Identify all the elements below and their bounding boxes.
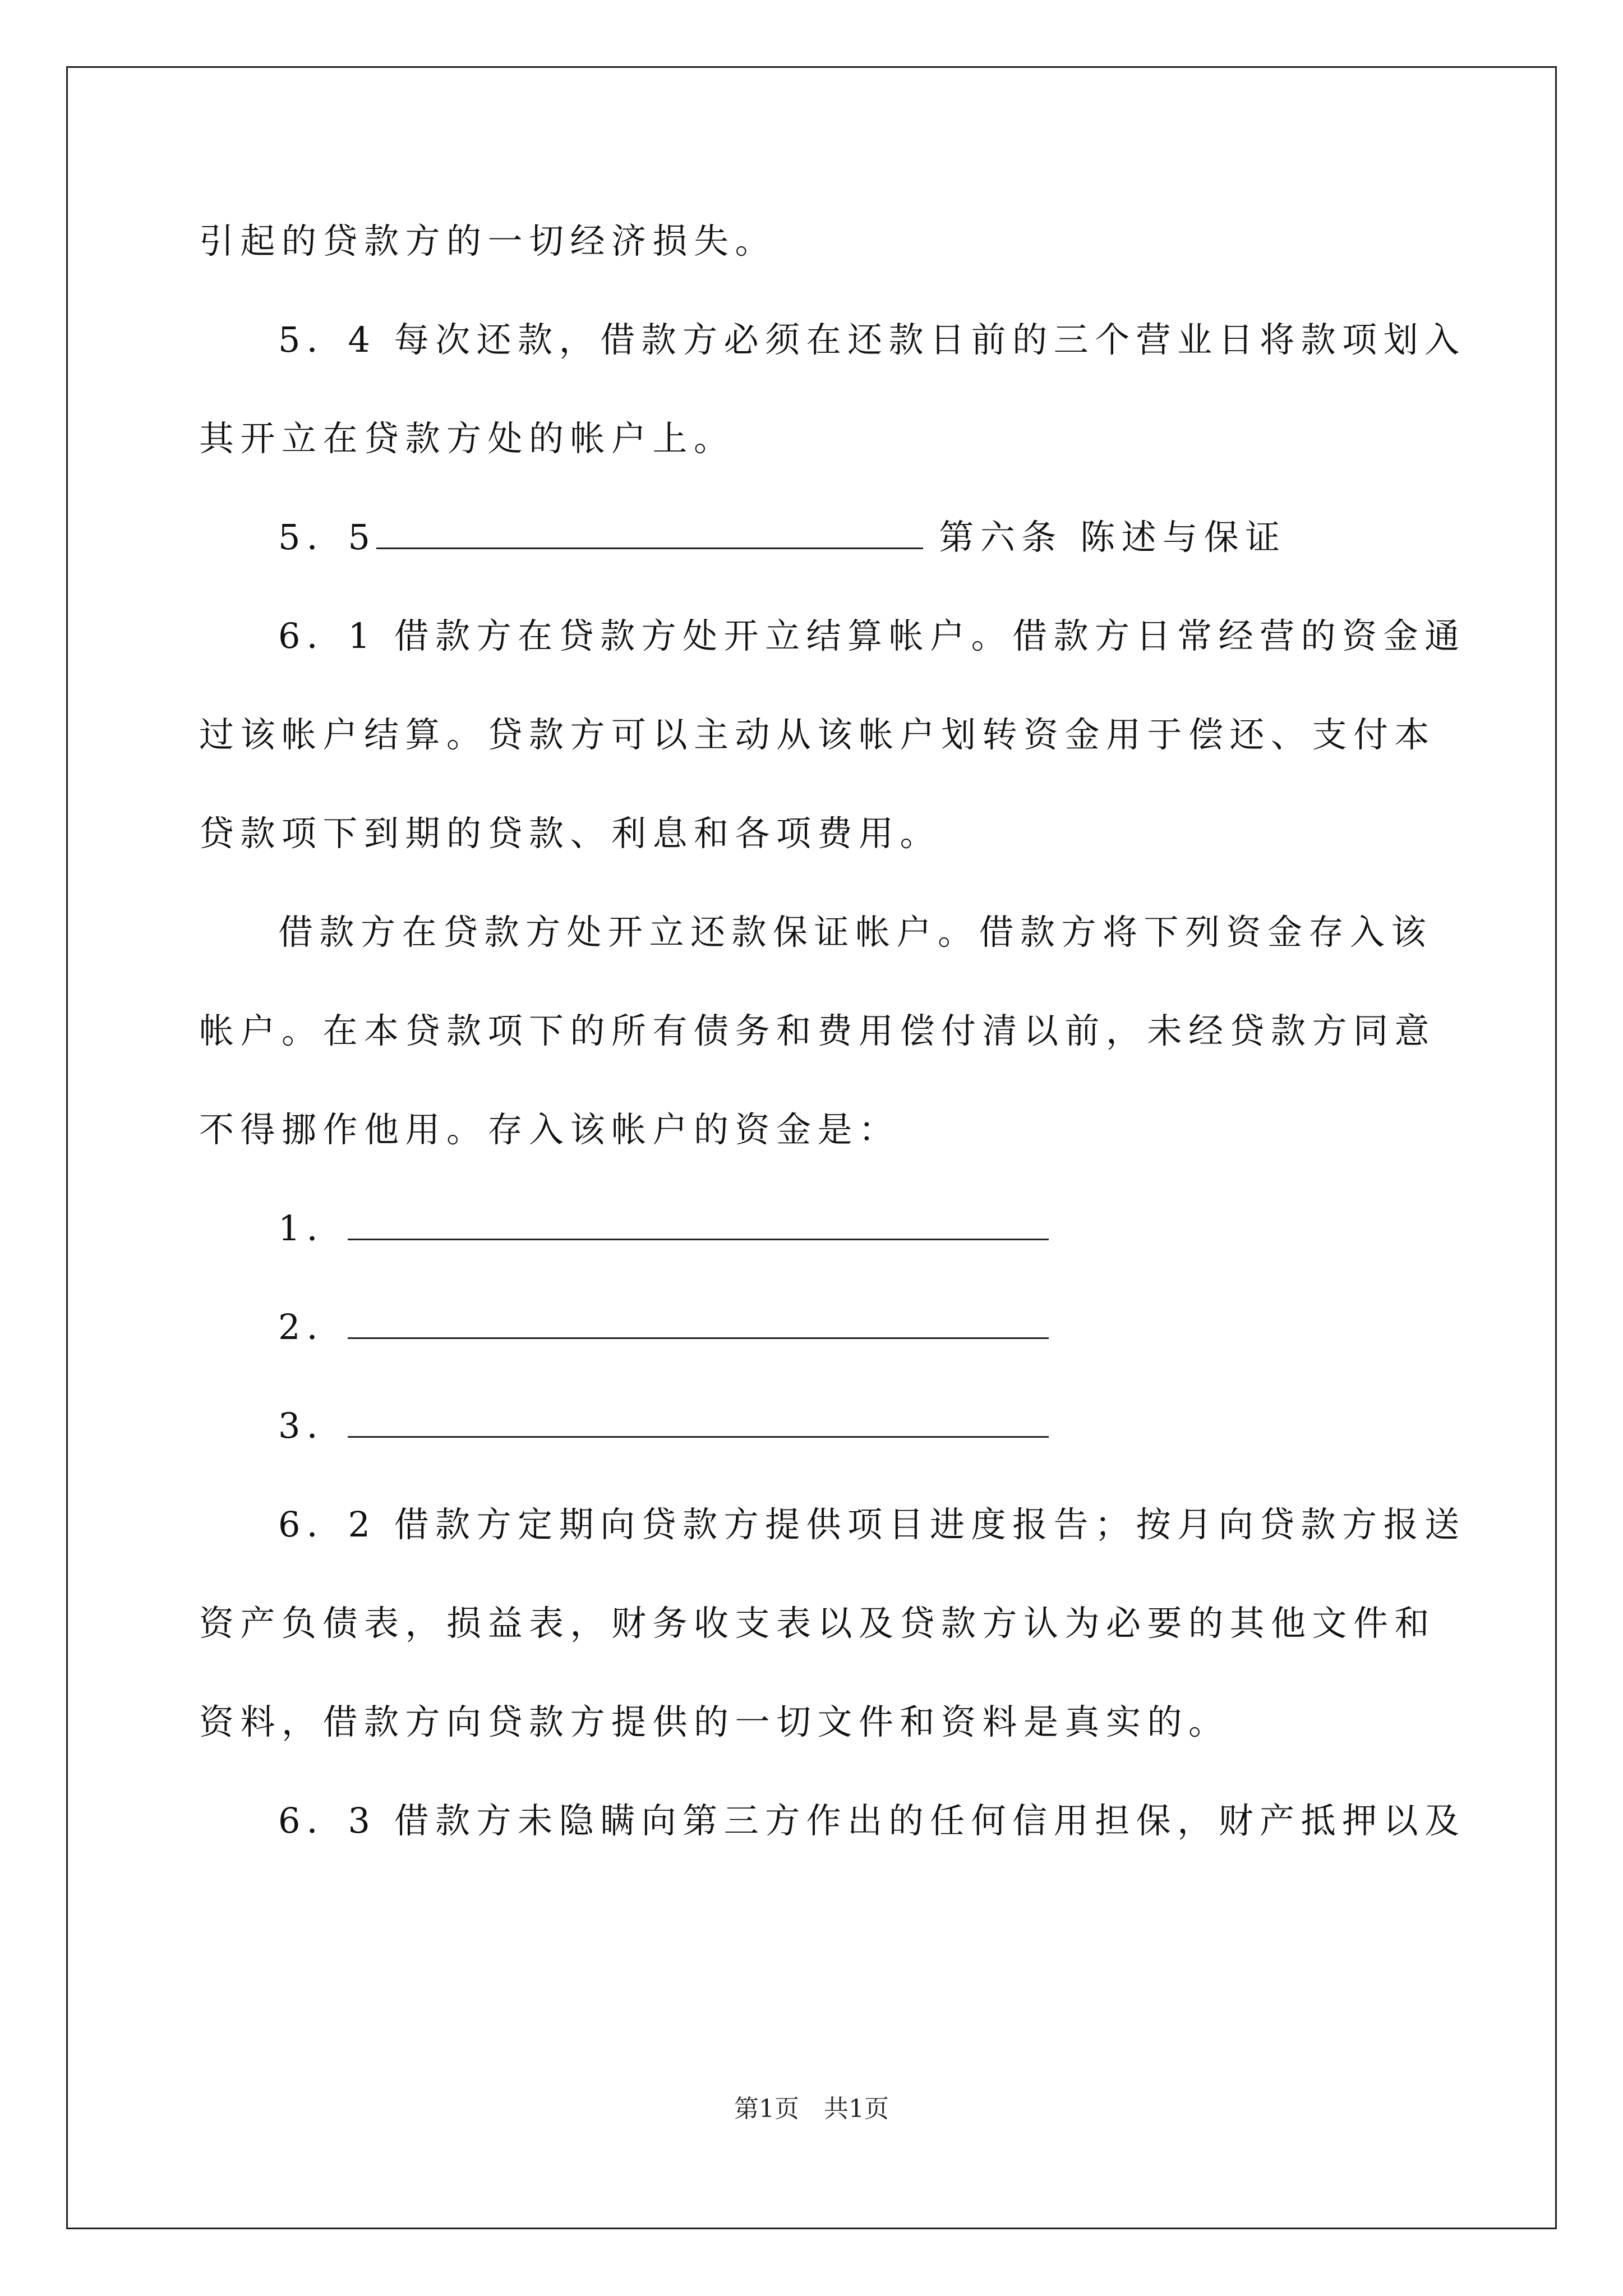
paragraph-line: 引起的贷款方的一切经济损失。 [199, 220, 777, 261]
clause-6-2-line-2: 资产负债表，损益表，财务收支表以及贷款方认为必要的其他文件和 [199, 1603, 1436, 1644]
paragraph-line: 借款方在贷款方处开立还款保证帐户。借款方将下列资金存入该 [278, 912, 1433, 953]
clause-6-2-line-1: 6．2 借款方定期向贷款方提供项目进度报告；按月向贷款方报送 [278, 1504, 1466, 1545]
list-item-2 [278, 1305, 1049, 1350]
clause-5-4-line-1: 5．4 每次还款，借款方必须在还款日前的三个营业日将款项划入 [278, 319, 1466, 360]
article-6-heading: 第六条 陈述与保证 [939, 517, 1287, 558]
clause-6-2-line-3: 资料，借款方向贷款方提供的一切文件和资料是真实的。 [199, 1701, 1230, 1742]
clause-6-1-line-1: 6．1 借款方在贷款方处开立结算帐户。借款方日常经营的资金通 [278, 615, 1466, 656]
paragraph-line: 不得挪作他用。存入该帐户的资金是： [199, 1109, 900, 1150]
clause-6-1-line-3: 贷款项下到期的贷款、利息和各项费用。 [199, 813, 942, 854]
clause-5-5-number: 5．5 [278, 517, 377, 558]
fill-in-blank[interactable] [376, 518, 923, 549]
clause-5-5-line [278, 515, 1287, 560]
list-item-1 [278, 1206, 1049, 1251]
fill-in-blank[interactable] [348, 1308, 1049, 1339]
fill-in-blank[interactable] [348, 1209, 1049, 1240]
list-item-3 [278, 1404, 1049, 1448]
page-footer: 第1页 共1页 [734, 2095, 889, 2123]
list-number: 1． [278, 1208, 348, 1249]
list-number: 2． [278, 1306, 348, 1347]
clause-6-3-line-1: 6．3 借款方未隐瞒向第三方作出的任何信用担保，财产抵押以及 [278, 1800, 1466, 1841]
clause-6-1-line-2: 过该帐户结算。贷款方可以主动从该帐户划转资金用于偿还、支付本 [199, 714, 1436, 755]
paragraph-line: 帐户。在本贷款项下的所有债务和费用偿付清以前，未经贷款方同意 [199, 1010, 1436, 1051]
fill-in-blank[interactable] [348, 1407, 1049, 1438]
clause-5-4-line-2: 其开立在贷款方处的帐户上。 [199, 418, 735, 459]
list-number: 3． [278, 1405, 348, 1446]
